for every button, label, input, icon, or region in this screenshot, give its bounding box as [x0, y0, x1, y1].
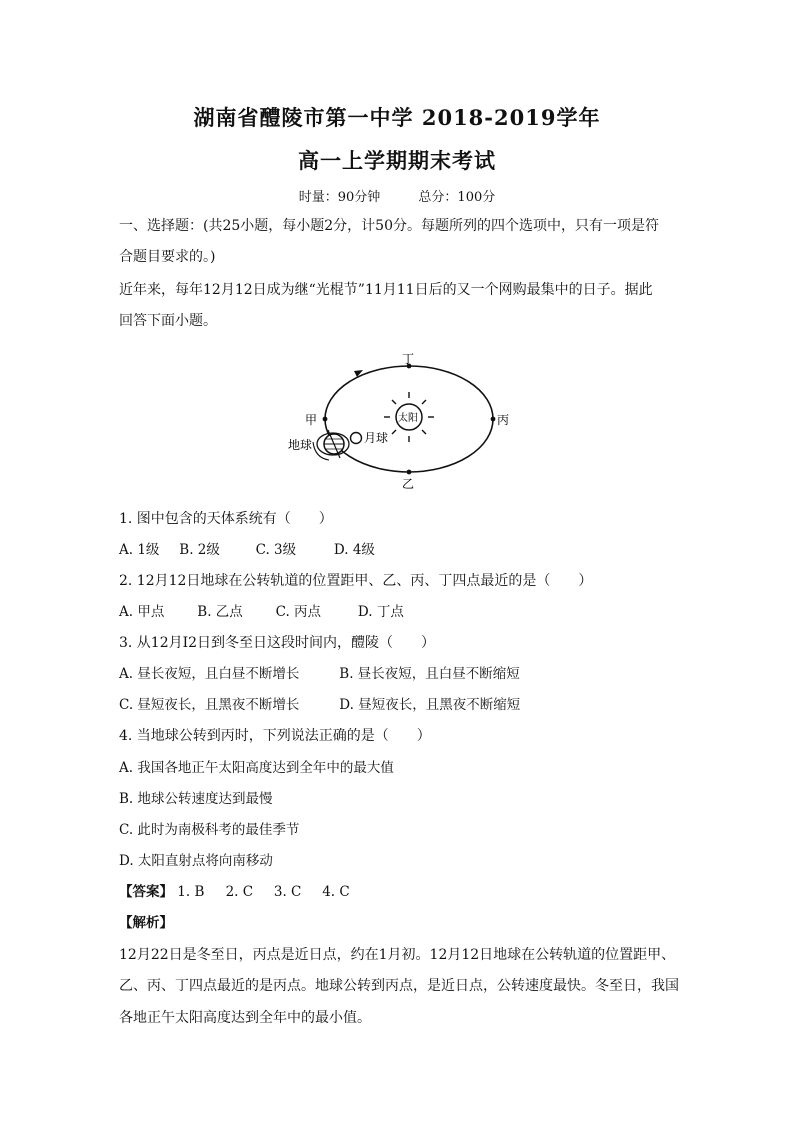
label-bing: 丙: [497, 413, 510, 427]
question-2-option-a[interactable]: A. 甲点: [119, 604, 165, 620]
analysis-line3: 各地正午太阳高度达到全年中的最小值。: [119, 1010, 371, 1026]
point-yi: [407, 470, 412, 475]
orbit-diagram: [285, 350, 525, 490]
question-4-option-d[interactable]: D. 太阳直射点将向南移动: [119, 853, 273, 869]
label-sun: 太阳: [398, 413, 418, 424]
section-heading-line1: 一、选择题：(共25小题，每小题2分，计50分。每题所列的四个选项中，只有一项是符: [119, 218, 659, 234]
question-2-options: [119, 602, 404, 622]
analysis-line2: 乙、丙、丁四点最近的是丙点。地球公转到丙点，是近日点，公转速度最快。冬至日，我国: [119, 978, 679, 994]
analysis-line1: 12月22日是冬至日，丙点是近日点，约在1月初。12月12日地球在公转轨道的位置距甲、: [119, 947, 676, 963]
question-3-option-c[interactable]: C. 昼短夜长，且黑夜不断增长: [119, 697, 300, 713]
question-2-stem: 2. 12月12日地球在公转轨道的位置距甲、乙、丙、丁四点最近的是（ ）: [119, 573, 593, 589]
answer-row: [119, 882, 350, 902]
question-3-option-a[interactable]: A. 昼长夜短，且白昼不断增长: [119, 666, 300, 682]
question-3-options-row2: [119, 695, 520, 715]
point-bing: [491, 417, 496, 422]
question-4-stem: 4. 当地球公转到丙时，下列说法正确的是（ ）: [119, 728, 431, 744]
exam-time: 时量：90分钟: [298, 190, 381, 205]
label-jia: 甲: [305, 413, 318, 427]
question-1-option-b[interactable]: B. 2级: [179, 542, 220, 558]
answer-3: 3. C: [273, 884, 302, 900]
label-earth: 地球: [288, 438, 313, 452]
intro-line1: 近年来，每年12月12日成为继“光棍节”11月11日后的又一个网购最集中的日子。据此: [119, 282, 653, 298]
answer-label: 【答案】: [119, 884, 173, 900]
moon-icon: [351, 433, 362, 444]
question-4-option-c[interactable]: C. 此时为南极科考的最佳季节: [119, 822, 300, 838]
exam-score: 总分：100分: [418, 190, 496, 205]
question-4-option-b[interactable]: B. 地球公转速度达到最慢: [119, 791, 273, 807]
answer-4: 4. C: [322, 884, 350, 900]
question-2-option-d[interactable]: D. 丁点: [357, 604, 404, 620]
answer-2: 2. C: [225, 884, 254, 900]
document-title: 湖南省醴陵市第一中学 2018-2019学年: [193, 105, 601, 130]
earth-icon: [313, 430, 349, 460]
label-moon: 月球: [364, 431, 389, 445]
exam-meta: [0, 186, 794, 205]
document-subtitle: 高一上学期期末考试: [298, 148, 496, 173]
question-2-option-b[interactable]: B. 乙点: [197, 604, 243, 620]
question-1-stem: 1. 图中包含的天体系统有（ ）: [119, 511, 333, 527]
question-1-option-d[interactable]: D. 4级: [333, 542, 375, 558]
question-1-option-a[interactable]: A. 1级: [119, 542, 160, 558]
analysis-label: 【解析】: [119, 915, 173, 931]
question-3-stem: 3. 从12月I2日到冬至日这段时间内，醴陵（ ）: [119, 635, 436, 651]
label-yi: 乙: [402, 477, 415, 490]
intro-line2: 回答下面小题。: [119, 313, 217, 329]
question-1-options: [119, 540, 375, 560]
question-3-option-b[interactable]: B. 昼长夜短，且白昼不断缩短: [339, 666, 520, 682]
question-2-option-c[interactable]: C. 丙点: [275, 604, 322, 620]
answer-1: 1. B: [177, 884, 205, 900]
point-jia: [323, 417, 328, 422]
question-4-option-a[interactable]: A. 我国各地正午太阳高度达到全年中的最大值: [119, 760, 394, 776]
label-ding: 丁: [402, 352, 415, 366]
question-3-options-row1: [119, 664, 520, 684]
question-1-option-c[interactable]: C. 3级: [255, 542, 297, 558]
section-heading-line2: 合题目要求的。): [119, 249, 216, 265]
question-3-option-d[interactable]: D. 昼短夜长，且黑夜不断缩短: [339, 697, 521, 713]
